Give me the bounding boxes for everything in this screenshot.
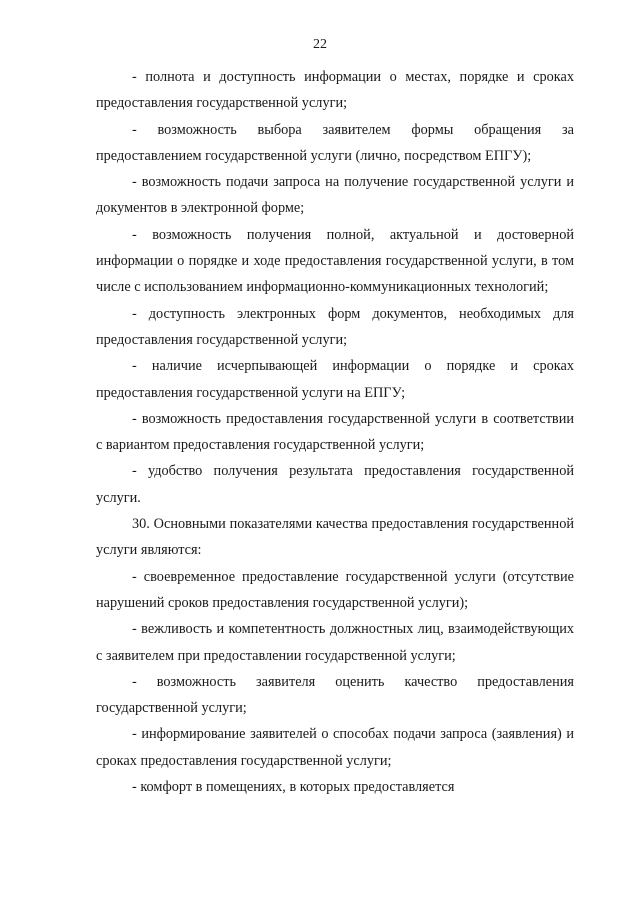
document-body: [96, 64, 574, 800]
paragraph-item: - возможность выбора заявителем формы обращения за предоставлением государственной услуги (лично, посредством ЕПГУ);: [96, 121, 574, 164]
paragraph-item: - возможность подачи запроса на получение государственной услуги и документов в электронной форме;: [96, 174, 574, 217]
paragraph-item: - доступность электронных форм документов, необходимых для предоставления государственной услуги;: [96, 305, 574, 348]
paragraph-item: - вежливость и компетентность должностных лиц, взаимодействующих с заявителем при предоставлении государственной услуги;: [96, 621, 574, 664]
paragraph-item: - наличие исчерпывающей информации о порядке и сроках предоставления государственной услуги на ЕПГУ;: [96, 358, 574, 401]
page-number: 22: [313, 37, 327, 52]
paragraph-item: - возможность предоставления государственной услуги в соответствии с вариантом предоставления государственной услуги;: [96, 410, 574, 454]
section-paragraph: 30. Основными показателями качества предоставления государственной услуги являются:: [96, 516, 574, 559]
paragraph-item: - комфорт в помещениях, в которых предоставляется: [132, 779, 455, 796]
paragraph-item: - возможность заявителя оценить качество предоставления государственной услуги;: [96, 673, 574, 717]
paragraph-item: - полнота и доступность информации о местах, порядке и сроках предоставления государственной услуги;: [96, 69, 574, 112]
paragraph-item: - удобство получения результата предоставления государственной услуги.: [96, 463, 574, 506]
paragraph-item: - возможность получения полной, актуальной и достоверной информации о порядке и ходе предоставления государственной услуги, в том числе с использованием информационно-коммуникационных технологий;: [96, 226, 574, 296]
paragraph-item: - своевременное предоставление государственной услуги (отсутствие нарушений сроков предоставления государственной услуги);: [96, 568, 574, 611]
paragraph-item: - информирование заявителей о способах подачи запроса (заявления) и сроках предоставления государственной услуги;: [96, 726, 574, 769]
